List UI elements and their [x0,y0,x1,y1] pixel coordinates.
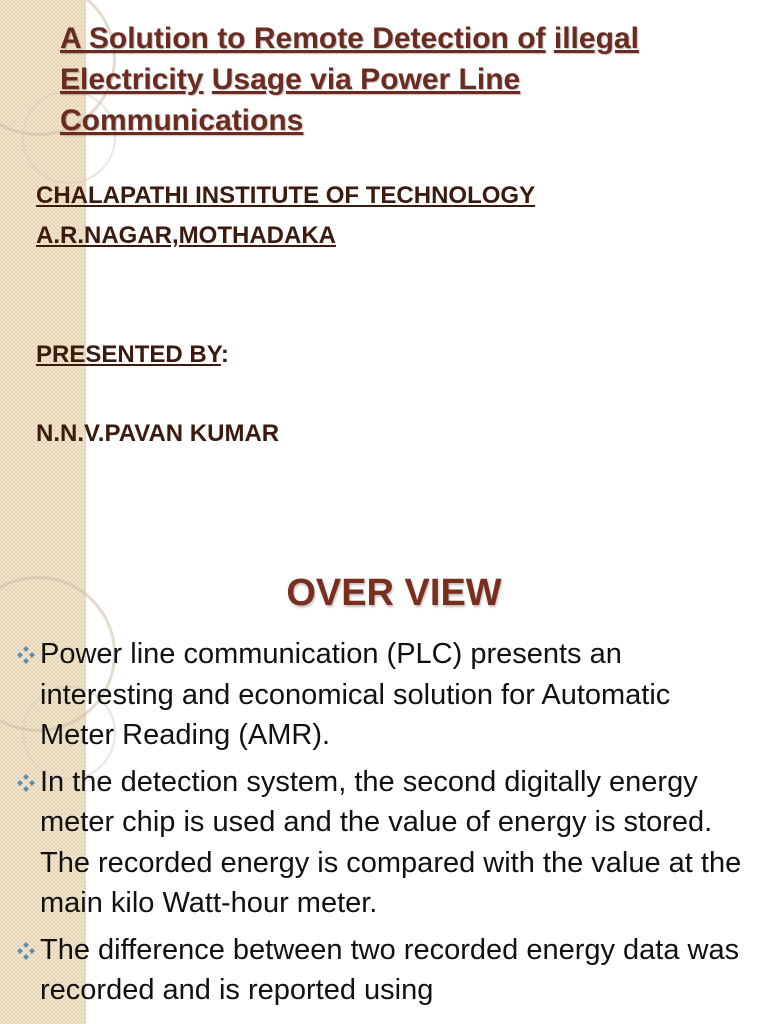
institute-address: A.R.NAGAR,MOTHADAKA [36,222,336,249]
institute-name: CHALAPATHI INSTITUTE OF TECHNOLOGY [36,182,536,209]
presenter-name: N.N.V.PAVAN KUMAR [36,420,280,447]
bullet-text: In the detection system, the second digitally energy meter chip is used and the value of energy is stored. The recorded energy is compared with the value at the main kilo Watt-hour meter. [40,765,742,919]
slide-overview [0,576,768,1024]
bullet-text: The difference between two recorded energy data was recorded and is reported using [40,933,740,1006]
bullet-text: Power line communication (PLC) presents an interesting and economical solution for Automatic Meter Reading (AMR). [40,638,671,751]
section-heading-text: OVER VIEW [286,576,502,614]
presented-by-label: PRESENTED BY [36,341,221,368]
list-item [16,762,746,924]
title-part-3: Usage via Power Line Communications [60,63,521,137]
title-part-2: illegal Electricity [60,22,639,96]
list-item [16,930,746,1011]
presented-by-heading [36,341,229,369]
bullet-list [16,634,746,1017]
diamond-bullet-icon [16,645,36,665]
presented-by-colon: : [220,341,229,368]
page-title [60,18,720,141]
diamond-bullet-icon [16,773,36,793]
diamond-bullet-icon [16,941,36,961]
title-part-1: A Solution to Remote Detection of [60,22,546,55]
section-heading [0,576,768,614]
list-item [16,634,746,756]
